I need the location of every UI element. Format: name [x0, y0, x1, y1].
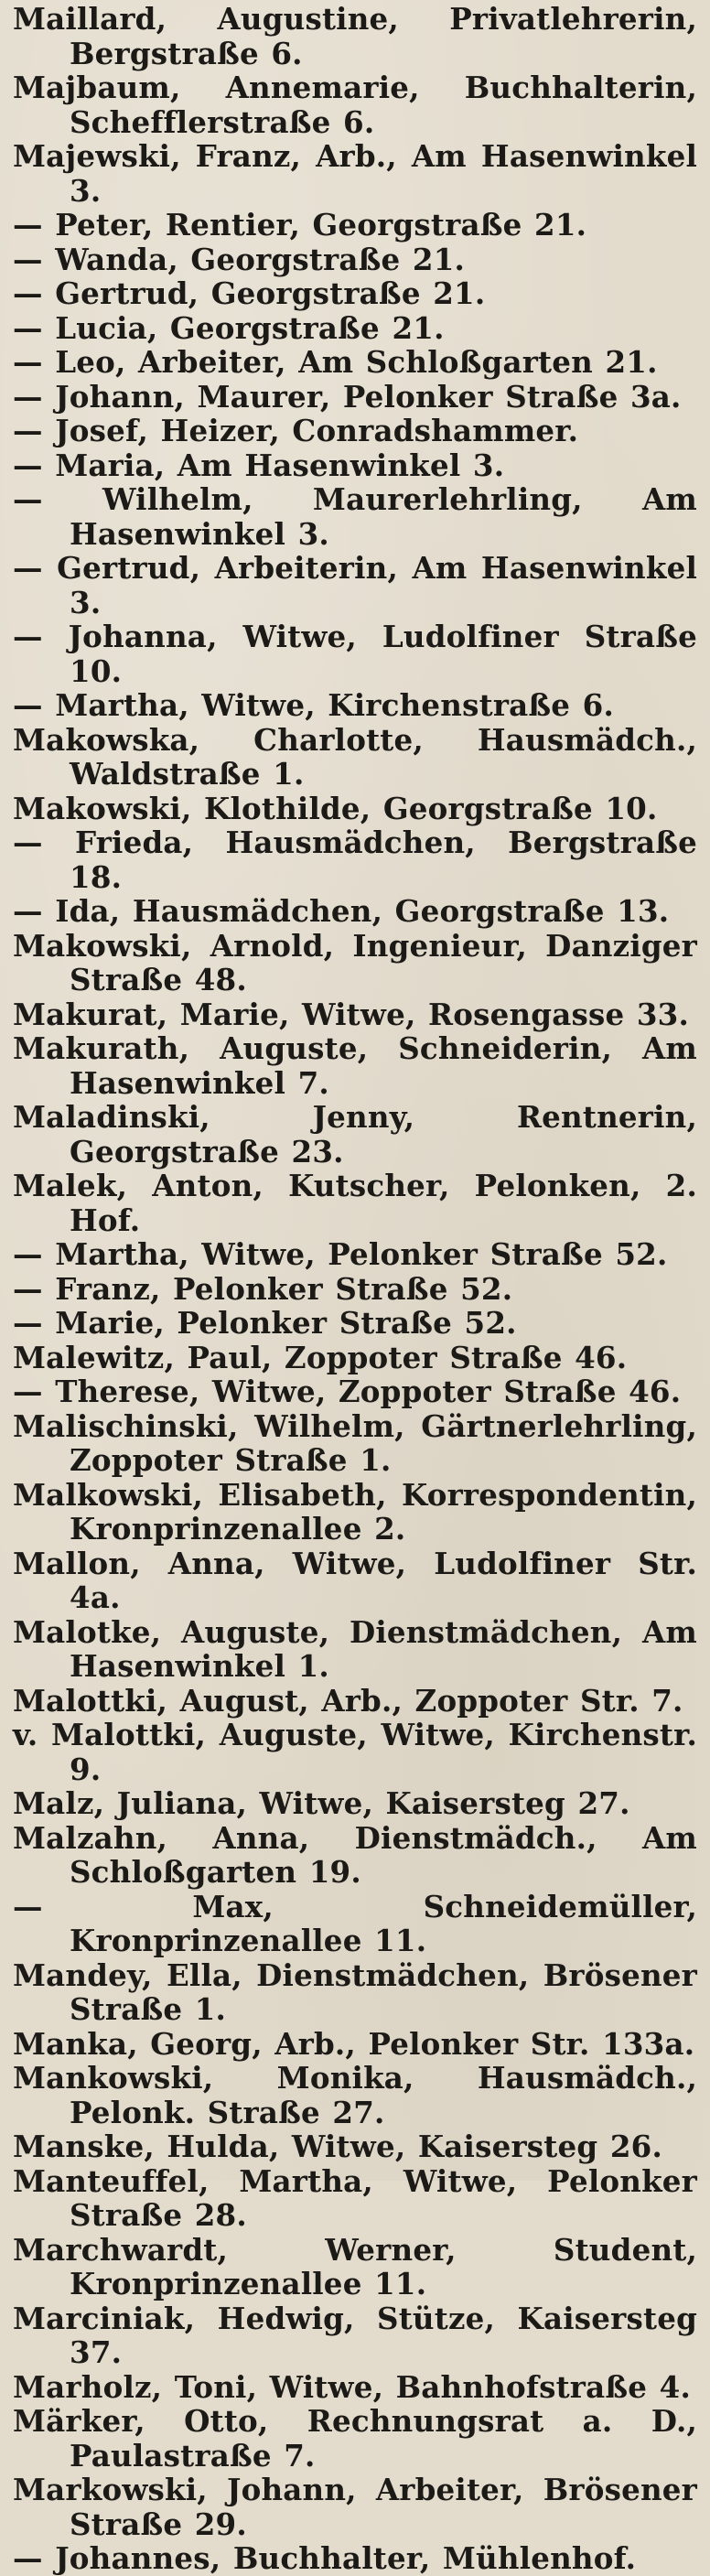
entry: Marciniak, Hedwig, Stütze, Kaisersteg 37. — [13, 2300, 697, 2370]
entry: — Ida, Hausmädchen, Georgstraße 13. — [13, 893, 670, 929]
entry: Makowski, Arnold, Ingenieur, Danziger Straße 48. — [13, 927, 697, 997]
entry: — Marie, Pelonker Straße 52. — [13, 1305, 517, 1341]
entry: — Wilhelm, Maurerlehrling, Am Hasenwinkel 3. — [13, 481, 697, 552]
entry: Makurath, Auguste, Schneiderin, Am Hasenwinkel 7. — [13, 1030, 697, 1101]
entry: Malzahn, Anna, Dienstmädch., Am Schloßgarten 19. — [13, 1819, 697, 1890]
entry: — Frieda, Hausmädchen, Bergstraße 18. — [13, 825, 697, 895]
entry: Maladinski, Jenny, Rentnerin, Georgstraße 23. — [13, 1099, 697, 1169]
entry: Malischinski, Wilhelm, Gärtnerlehrling, Zoppoter Straße 1. — [13, 1407, 697, 1478]
entry: Maillard, Augustine, Privatlehrerin, Bergstraße 6. — [13, 1, 697, 71]
entry: Makowska, Charlotte, Hausmädch., Waldstraße 1. — [13, 721, 697, 792]
entry: Malotke, Auguste, Dienstmädchen, Am Hasenwinkel 1. — [13, 1613, 697, 1684]
entry: — Martha, Witwe, Pelonker Straße 52. — [13, 1236, 668, 1272]
entry: — Leo, Arbeiter, Am Schloßgarten 21. — [13, 344, 658, 380]
entry: Malz, Juliana, Witwe, Kaisersteg 27. — [13, 1785, 630, 1821]
entry: Malewitz, Paul, Zoppoter Straße 46. — [13, 1339, 628, 1375]
entry: Mankowski, Monika, Hausmädch., Pelonk. Straße 27. — [13, 2060, 697, 2130]
entry: — Martha, Witwe, Kirchenstraße 6. — [13, 687, 615, 723]
entry: Manteuffel, Martha, Witwe, Pelonker Straße 28. — [13, 2162, 697, 2233]
entry: — Peter, Rentier, Georgstraße 21. — [13, 207, 587, 243]
entry: — Johannes, Buchhalter, Mühlenhof. — [13, 2540, 637, 2576]
entry: Majbaum, Annemarie, Buchhalterin, Schefflerstraße 6. — [13, 70, 697, 140]
entry: — Johanna, Witwe, Ludolfiner Straße 10. — [13, 619, 697, 689]
entry: — Maria, Am Hasenwinkel 3. — [13, 447, 505, 483]
entry: Mallon, Anna, Witwe, Ludolfiner Str. 4a. — [13, 1545, 697, 1615]
entry: Märker, Otto, Rechnungsrat a. D., Paulastraße 7. — [13, 2403, 697, 2474]
entry: Markowski, Johann, Arbeiter, Brösener Straße 29. — [13, 2472, 697, 2542]
entry: Malottki, August, Arb., Zoppoter Str. 7. — [13, 1682, 683, 1719]
entry: Manske, Hulda, Witwe, Kaisersteg 26. — [13, 2129, 662, 2164]
entry: — Wanda, Georgstraße 21. — [13, 241, 466, 277]
entry: — Lucia, Georgstraße 21. — [13, 309, 445, 346]
entry: Malek, Anton, Kutscher, Pelonken, 2. Hof. — [13, 1168, 697, 1238]
entry: — Franz, Pelonker Straße 52. — [13, 1270, 513, 1307]
entry: Makowski, Klothilde, Georgstraße 10. — [13, 790, 658, 826]
entry: — Gertrud, Georgstraße 21. — [13, 275, 486, 311]
entry: Manka, Georg, Arb., Pelonker Str. 133a. — [13, 2025, 695, 2062]
entry: — Max, Schneidemüller, Kronprinzenallee 11. — [13, 1888, 697, 1958]
entry: — Josef, Heizer, Conradshammer. — [13, 413, 579, 448]
entry: Malkowski, Elisabeth, Korrespondentin, Kronprinzenallee 2. — [13, 1476, 697, 1547]
entry: Marchwardt, Werner, Student, Kronprinzenallee 11. — [13, 2231, 697, 2301]
entry: — Gertrud, Arbeiterin, Am Hasenwinkel 3. — [13, 550, 697, 620]
entry: Majewski, Franz, Arb., Am Hasenwinkel 3. — [13, 138, 697, 209]
entry: Makurat, Marie, Witwe, Rosengasse 33. — [13, 996, 689, 1032]
entry: Marholz, Toni, Witwe, Bahnhofstraße 4. — [13, 2368, 691, 2405]
entry: — Johann, Maurer, Pelonker Straße 3a. — [13, 378, 682, 415]
entry: Mandey, Ella, Dienstmädchen, Brösener Straße 1. — [13, 1956, 697, 2027]
entry: — Therese, Witwe, Zoppoter Straße 46. — [13, 1374, 682, 1409]
entry: v. Malottki, Auguste, Witwe, Kirchenstr. 9. — [13, 1717, 697, 1787]
